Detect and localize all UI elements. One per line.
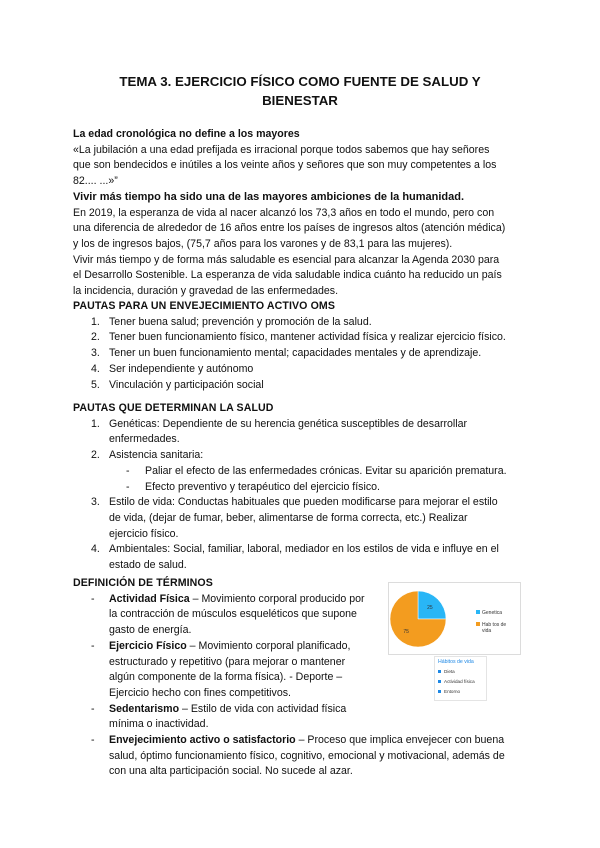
paragraph-line: Vivir más tiempo y de forma más saludable es esencial para alcanzar la Agenda 2030 para bbox=[73, 253, 500, 266]
section-heading: PAUTAS PARA UN ENVEJECIMIENTO ACTIVO OMS bbox=[73, 300, 335, 312]
quote-line: que son bendecidos e inútiles a los veinte años y señores que son muy competentes a los bbox=[73, 159, 497, 172]
habits-bullet bbox=[438, 690, 441, 693]
definition-item: - Actividad Física – Movimiento corporal producido por la contracción de músculos esqueléticos que supone gasto de energía. bbox=[91, 592, 365, 637]
list-item: 2. Asistencia sanitaria: bbox=[91, 449, 204, 462]
habits-box-title: Hábitos de vida bbox=[438, 659, 474, 665]
list-item: 2. Tener buen funcionamiento físico, mantener actividad física y realizar ejercicio físico. bbox=[91, 331, 506, 344]
salud-section bbox=[73, 401, 535, 574]
list-item: 4. Ambientales: Social, familiar, laboral, mediador en los estilos de vida e influye en el estado de salud. bbox=[91, 543, 499, 572]
intro-subheading: Vivir más tiempo ha sido una de las mayores ambiciones de la humanidad. bbox=[73, 190, 465, 203]
slice-label: 25 bbox=[427, 605, 433, 612]
list-item: 1. Tener buena salud; prevención y promoción de la salud. bbox=[91, 315, 372, 328]
paragraph-line: y los de ingresos bajos, (75,7 años para los varones y de 83,1 para las mujeres). bbox=[73, 237, 453, 250]
page-title: TEMA 3. EJERCICIO FÍSICO COMO FUENTE DE SALUD Y BIENESTAR bbox=[119, 74, 481, 108]
list-item: 4. Ser independiente y autónomo bbox=[91, 362, 254, 375]
paragraph-line: En 2019, la esperanza de vida al nacer alcanzó los 73,3 años en todo el mundo, pero con bbox=[73, 206, 495, 219]
sub-list-item: - Efecto preventivo y terapéutico del ejercicio físico. bbox=[126, 480, 380, 493]
list-item: 1. Genéticas: Dependiente de su herencia genética susceptibles de desarrollar enfermedades. bbox=[91, 417, 468, 446]
definition-item: - Ejercicio Físico – Movimiento corporal planificado, estructurado y repetitivo (para mejorar o mantener algún componente de la forma física). - Deporte – Ejercicio hecho con fines competitivos. bbox=[91, 639, 351, 699]
pie-chart bbox=[388, 582, 523, 722]
habits-item: Entorno bbox=[444, 689, 461, 694]
legend-swatch bbox=[476, 610, 480, 614]
slice-label: 75 bbox=[403, 628, 409, 635]
intro-section bbox=[73, 127, 535, 300]
definition-term: Sedentarismo bbox=[109, 702, 180, 715]
legend-swatch bbox=[476, 622, 480, 626]
definition-item: - Envejecimiento activo o satisfactorio – Proceso que implica envejecer con buena salud, óptimo funcionamiento físico, cognitivo, emocional y motivacional, además de con una alta participación social. No sucede al azar. bbox=[91, 734, 505, 778]
list-item: 3. Estilo de vida: Conductas habituales que pueden modificarse para mejorar el estilo de vida, (dejar de fumar, beber, alimentarse de forma correcta, etc.) Realizar ejercicio físico. bbox=[91, 496, 498, 540]
definition-term: Ejercicio Físico bbox=[109, 639, 187, 652]
legend-label: Genetica bbox=[482, 610, 503, 616]
habits-item: Dieta bbox=[444, 669, 455, 674]
definition-term: Envejecimiento activo o satisfactorio bbox=[109, 734, 296, 747]
quote-line: «La jubilación a una edad prefijada es irracional porque todos sabemos que hay señores bbox=[73, 143, 490, 156]
habits-item: Actividad física bbox=[444, 679, 475, 684]
list-item: 3. Tener un buen funcionamiento mental; capacidades mentales y de aprendizaje. bbox=[91, 347, 482, 360]
quote-line: 82.... ...»” bbox=[73, 175, 118, 188]
paragraph-line: el Desarrollo Sostenible. La esperanza de vida saludable indica cuánto ha reducido un país bbox=[73, 269, 502, 282]
oms-list bbox=[73, 315, 535, 394]
paragraph-line: la incidencia, duración y gravedad de las enfermedades. bbox=[73, 285, 339, 298]
legend-label: Hab tos de bbox=[482, 622, 507, 628]
habits-bullet bbox=[438, 680, 441, 683]
legend-label: vida bbox=[482, 628, 492, 634]
definition-term: Actividad Física bbox=[109, 592, 190, 605]
habits-bullet bbox=[438, 670, 441, 673]
sub-list-item: - Paliar el efecto de las enfermedades crónicas. Evitar su aparición prematura. bbox=[126, 464, 507, 477]
definition-item: - Sedentarismo – Estilo de vida con actividad física mínima o inactividad. bbox=[91, 702, 347, 731]
section-heading: DEFINICIÓN DE TÉRMINOS bbox=[73, 577, 213, 589]
oms-section bbox=[73, 299, 535, 393]
section-heading: PAUTAS QUE DETERMINAN LA SALUD bbox=[73, 402, 274, 414]
paragraph-line: una diferencia de alrededor de 16 años entre los países de ingresos altos (atención médica) bbox=[73, 222, 506, 235]
list-item: 5. Vinculación y participación social bbox=[91, 378, 264, 391]
intro-heading: La edad cronológica no define a los mayores bbox=[73, 128, 300, 140]
